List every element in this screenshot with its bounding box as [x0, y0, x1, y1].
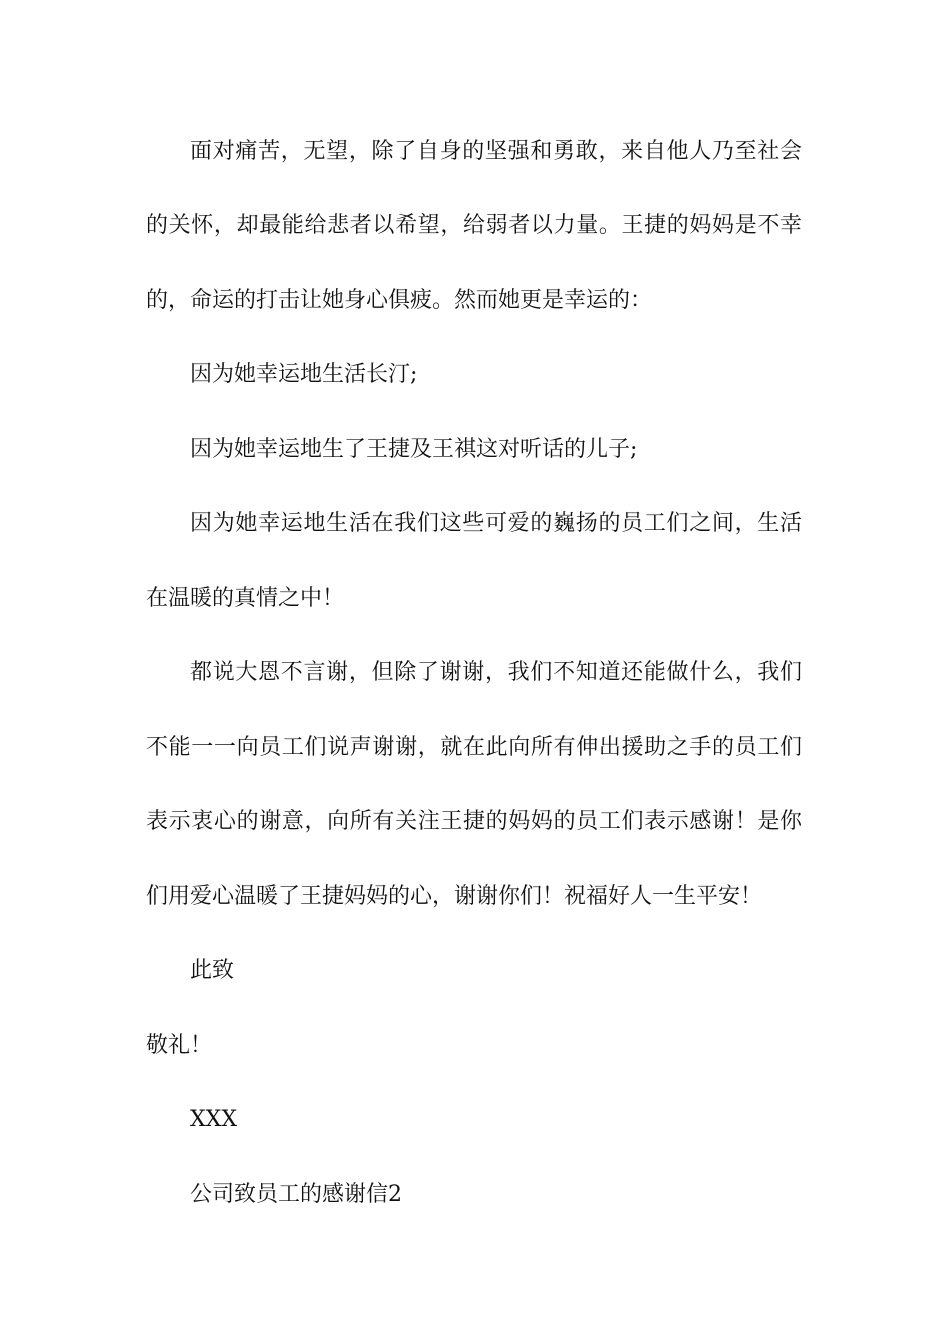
- paragraph-2-line-4: 们用爱心温暖了王捷妈妈的心，谢谢你们！祝福好人一生平安！: [146, 884, 763, 909]
- reason-line-1: 因为她幸运地生活长汀;: [190, 362, 418, 387]
- next-section-title: 公司致员工的感谢信2: [190, 1182, 402, 1207]
- paragraph-2-line-2: 不能一一向员工们说声谢谢，就在此向所有伸出援助之手的员工们: [146, 735, 802, 760]
- reason-line-3-continued: 在温暖的真情之中！: [146, 586, 345, 611]
- reason-line-3: 因为她幸运地生活在我们这些可爱的巍扬的员工们之间，生活: [190, 511, 802, 536]
- closing-salutation: 此致: [190, 958, 235, 983]
- paragraph-1-line-1: 面对痛苦，无望，除了自身的坚强和勇敢，来自他人乃至社会: [190, 139, 802, 164]
- paragraph-2-line-1: 都说大恩不言谢，但除了谢谢，我们不知道还能做什么，我们: [190, 660, 802, 685]
- signature: XXX: [190, 1107, 237, 1132]
- reason-line-2: 因为她幸运地生了王捷及王祺这对听话的儿子;: [190, 437, 638, 462]
- paragraph-1-line-2: 的关怀，却最能给悲者以希望，给弱者以力量。王捷的妈妈是不幸: [146, 213, 802, 238]
- paragraph-2-line-3: 表示衷心的谢意，向所有关注王捷的妈妈的员工们表示感谢！是你: [146, 809, 802, 834]
- paragraph-1-line-3: 的，命运的打击让她身心俱疲。然而她更是幸运的：: [146, 288, 653, 313]
- closing-regards: 敬礼！: [146, 1033, 213, 1058]
